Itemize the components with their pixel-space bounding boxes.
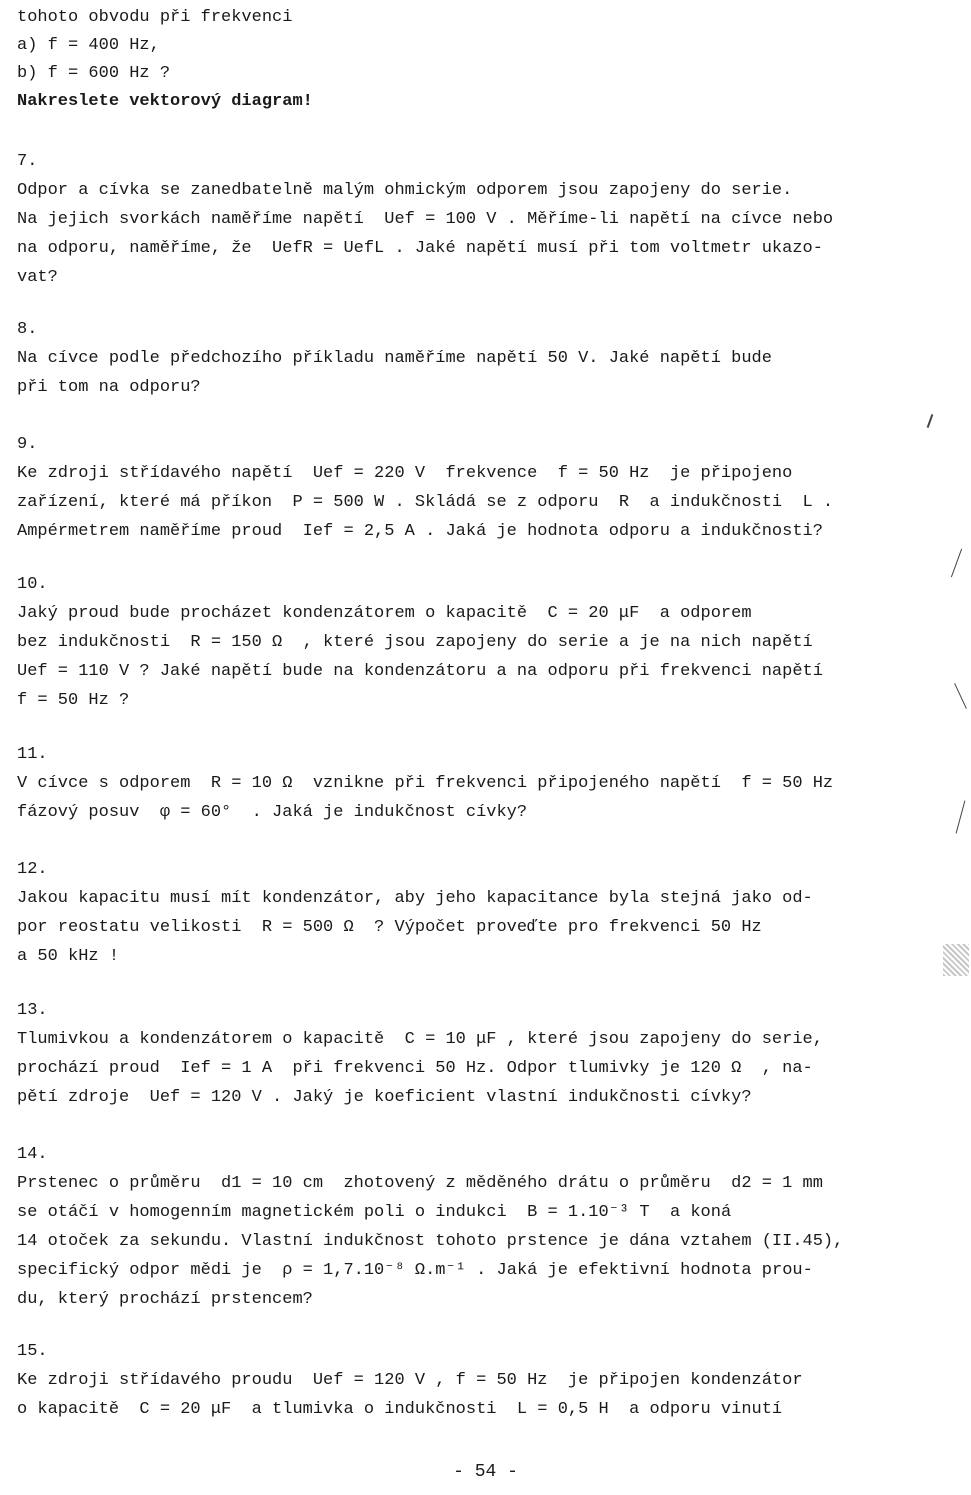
problem-line: specifický odpor mědi je ρ = 1,7.10⁻⁸ Ω.m⁻¹ . Jaká je efektivní hodnota prou- [17, 1261, 813, 1280]
problem-line: fázový posuv φ = 60° . Jaká je indukčnost cívky? [17, 803, 528, 822]
problem-line: při tom na odporu? [17, 378, 201, 397]
problem-line: a 50 kHz ! [17, 947, 120, 966]
problem-line: zařízení, které má příkon P = 500 W . Skládá se z odporu R a indukčnosti L . [17, 493, 834, 512]
problem-9 [17, 431, 962, 546]
problem-10 [17, 571, 962, 715]
problem-line: Tlumivkou a kondenzátorem o kapacitě C = 10 μF , které jsou zapojeny do serie, [17, 1030, 823, 1049]
problem-11 [17, 741, 962, 827]
problem-line: Jaký proud bude procházet kondenzátorem o kapacitě C = 20 μF a odporem [17, 604, 752, 623]
problem-15 [17, 1338, 962, 1424]
problem-line: V cívce s odporem R = 10 Ω vznikne při frekvenci připojeného napětí f = 50 Hz [17, 774, 834, 793]
problem-line: Ke zdroji střídavého proudu Uef = 120 V , f = 50 Hz je připojen kondenzátor [17, 1371, 803, 1390]
problem-line: Ke zdroji střídavého napětí Uef = 220 V frekvence f = 50 Hz je připojeno [17, 464, 793, 483]
problem-line: Odpor a cívka se zanedbatelně malým ohmickým odporem jsou zapojeny do serie. [17, 181, 793, 200]
intro-line: b) f = 600 Hz ? [17, 64, 171, 83]
intro-line: Nakreslete vektorový diagram! [17, 92, 313, 111]
problem-line: Na jejich svorkách naměříme napětí Uef = 100 V . Měříme-li napětí na cívce nebo [17, 210, 834, 229]
problem-line: Uef = 110 V ? Jaké napětí bude na kondenzátoru a na odporu při frekvenci napětí [17, 662, 823, 681]
problem-number: 10. [17, 575, 48, 594]
problem-number: 9. [17, 435, 38, 454]
page-number: - 54 - [453, 1462, 518, 1482]
problem-line: o kapacitě C = 20 μF a tlumivka o indukčnosti L = 0,5 H a odporu vinutí [17, 1400, 783, 1419]
problem-number: 8. [17, 320, 38, 339]
intro-line: a) f = 400 Hz, [17, 36, 160, 55]
problem-line: Ampérmetrem naměříme proud Ief = 2,5 A . Jaká je hodnota odporu a indukčnosti? [17, 522, 823, 541]
problem-number: 11. [17, 745, 48, 764]
problem-line: pětí zdroje Uef = 120 V . Jaký je koeficient vlastní indukčnosti cívky? [17, 1088, 752, 1107]
problem-13 [17, 997, 962, 1112]
problem-number: 13. [17, 1001, 48, 1020]
problem-line: Prstenec o průměru d1 = 10 cm zhotovený z měděného drátu o průměru d2 = 1 mm [17, 1174, 823, 1193]
scan-mark [927, 414, 934, 428]
problem-number: 7. [17, 152, 38, 171]
scan-noise [943, 944, 969, 976]
problem-8 [17, 316, 962, 402]
problem-12 [17, 856, 962, 971]
problem-line: na odporu, naměříme, že UefR = UefL . Jaké napětí musí při tom voltmetr ukazo- [17, 239, 823, 258]
problem-line: vat? [17, 268, 58, 287]
problem-line: bez indukčnosti R = 150 Ω , které jsou zapojeny do serie a je na nich napětí [17, 633, 813, 652]
intro-continuation [17, 4, 957, 116]
problem-line: por reostatu velikosti R = 500 Ω ? Výpočet proveďte pro frekvenci 50 Hz [17, 918, 762, 937]
problem-line: du, který prochází prstencem? [17, 1290, 313, 1309]
problem-14 [17, 1141, 962, 1314]
problem-number: 15. [17, 1342, 48, 1361]
problem-line: se otáčí v homogenním magnetickém poli o indukci B = 1.10⁻³ T a koná [17, 1203, 732, 1222]
problem-7 [17, 148, 962, 292]
intro-line: tohoto obvodu při frekvenci [17, 8, 293, 27]
problem-line: 14 otoček za sekundu. Vlastní indukčnost tohoto prstence je dána vztahem (II.45), [17, 1232, 844, 1251]
problem-line: prochází proud Ief = 1 A při frekvenci 50 Hz. Odpor tlumivky je 120 Ω , na- [17, 1059, 813, 1078]
problem-line: f = 50 Hz ? [17, 691, 130, 710]
problem-number: 14. [17, 1145, 48, 1164]
problem-line: Na cívce podle předchozího příkladu naměříme napětí 50 V. Jaké napětí bude [17, 349, 772, 368]
problem-number: 12. [17, 860, 48, 879]
problem-line: Jakou kapacitu musí mít kondenzátor, aby jeho kapacitance byla stejná jako od- [17, 889, 813, 908]
